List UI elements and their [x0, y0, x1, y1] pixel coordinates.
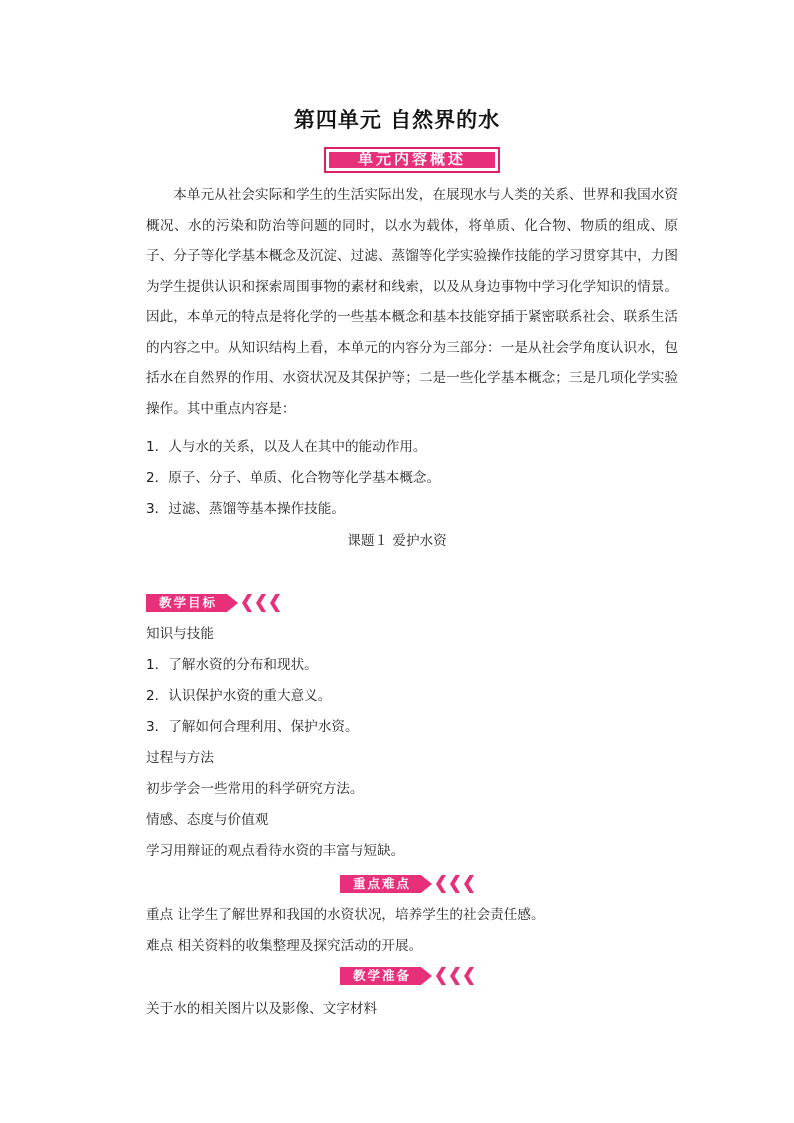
key-point-2: 2．原子、分子、单质、化合物等化学基本概念。 — [146, 470, 441, 486]
key-difficulty-text: 重点 让学生了解世界和我国的水资状况，培养学生的社会责任感。 — [146, 907, 545, 923]
chevron-left-icon — [436, 875, 446, 893]
overview-banner — [324, 147, 500, 173]
prep-text: 关于水的相关图片以及影像、文字材料 — [146, 1001, 378, 1017]
knowledge-item-3: 3．了解如何合理利用、保护水资。 — [146, 719, 359, 735]
attitude-text: 学习用辩证的观点看待水资的丰富与短缺。 — [146, 843, 405, 859]
process-text: 初步学会一些常用的科学研究方法。 — [146, 781, 364, 797]
prep-tag — [340, 967, 485, 985]
key-point-1: 1．人与水的关系，以及人在其中的能动作用。 — [146, 439, 427, 455]
hard-difficulty-text: 难点 相关资料的收集整理及探究活动的开展。 — [146, 938, 423, 954]
knowledge-item-1: 1．了解水资的分布和现状。 — [146, 657, 318, 673]
chevron-left-icon — [464, 967, 474, 985]
chevron-left-icon — [270, 594, 280, 612]
prep-tag-label: 教学准备 — [352, 968, 411, 983]
lesson-title: 课题１ 爱护水资 — [347, 533, 447, 549]
difficulty-tag-label: 重点难点 — [352, 876, 411, 891]
goals-tag-label: 教学目标 — [158, 595, 217, 610]
attitude-heading: 情感、态度与价值观 — [146, 812, 269, 828]
knowledge-heading: 知识与技能 — [146, 626, 214, 642]
chevron-left-icon — [464, 875, 474, 893]
difficulty-tag — [340, 875, 485, 893]
knowledge-item-2: 2．认识保护水资的重大意义。 — [146, 688, 332, 704]
chevron-left-icon — [450, 875, 460, 893]
process-heading: 过程与方法 — [146, 750, 214, 766]
chevron-left-icon — [436, 967, 446, 985]
overview-banner-label: 单元内容概述 — [357, 150, 466, 168]
goals-tag — [146, 594, 291, 612]
unit-title: 第四单元 自然界的水 — [293, 108, 501, 132]
chevron-left-icon — [256, 594, 266, 612]
chevron-left-icon — [242, 594, 252, 612]
key-point-3: 3．过滤、蒸馏等基本操作技能。 — [146, 501, 345, 517]
chevron-left-icon — [450, 967, 460, 985]
overview-paragraph: 本单元从社会实际和学生的生活实际出发，在展现水与人类的关系、世界和我国水资概况、水的污染和防治等问题的同时，以水为载体，将单质、化合物、物质的组成、原子、分子等化学基本概念及沉淀、过滤、蒸馏等化学实验操作技能的学习贯穿其中，力图为学生提供认识和探索周围事物的素材和线索，以及从身边事物中学习化学知识的情景。因此，本单元的特点是将化学的一些基本概念和基本技能穿插于紧密联系社会、联系生活的内容之中。从知识结构上看，本单元的内容分为三部分：一是从社会学角度认识水，包括水在自然界的作用、水资状况及其保护等；二是一些化学基本概念；三是几项化学实验操作。其中重点内容是： — [146, 187, 678, 417]
